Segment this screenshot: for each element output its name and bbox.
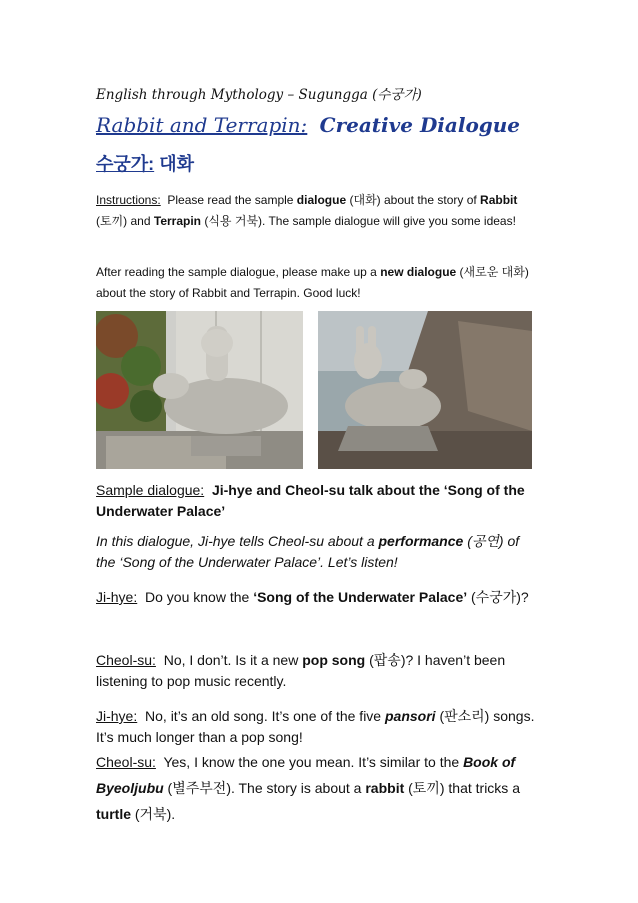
sample-dialogue-label: Sample dialogue: xyxy=(96,482,205,498)
instructions-label: Instructions: xyxy=(96,193,161,207)
speaker-label: Ji-hye: xyxy=(96,708,138,724)
speaker-label: Cheol-su: xyxy=(96,652,156,668)
speaker-label: Cheol-su: xyxy=(96,754,156,770)
photo-row xyxy=(96,311,532,469)
dialogue-line: Ji-hye: Do you know the ‘Song of the Underwater Palace’ (수궁가)? xyxy=(96,589,529,605)
sample-dialogue-title: Ji-hye and Cheol-su talk about the ‘Song of the Underwater Palace’ xyxy=(96,482,525,519)
speaker-label: Ji-hye: xyxy=(96,589,138,605)
after-reading-paragraph: After reading the sample dialogue, please make up a new dialogue (새로운 대화) about the story of Rabbit and Terrapin. Good luck! xyxy=(96,265,529,300)
rabbit-turtle-statue-photo-2 xyxy=(318,311,532,469)
document-header: English through Mythology – Sugungga (수궁가) xyxy=(96,87,422,103)
korean-heading-part1: 수궁가: xyxy=(96,154,155,174)
title-part1: Rabbit and Terrapin: xyxy=(96,113,308,137)
dialogue-line: Cheol-su: Yes, I know the one you mean. It’s similar to the Book of Byeoljubu (별주부전). The story is about a rabbit (토끼) that tricks a turtle (거북). xyxy=(96,754,520,822)
page-title xyxy=(96,113,520,137)
dialogue-line: Cheol-su: No, I don’t. Is it a new pop song (팝송)? I haven’t been listening to pop music recently. xyxy=(96,652,506,689)
dialogue-line: Ji-hye: No, it’s an old song. It’s one of the five pansori (판소리) songs. It’s much longer than a pop song! xyxy=(96,708,535,745)
korean-heading-part2: 대화 xyxy=(159,154,194,174)
title-part2: Creative Dialogue xyxy=(319,113,521,137)
korean-heading xyxy=(96,150,194,176)
dialogue-intro: In this dialogue, Ji-hye tells Cheol-su about a performance (공연) of the ‘Song of the Underwater Palace’. Let’s listen! xyxy=(96,533,520,570)
sample-dialogue-heading xyxy=(96,480,536,522)
rabbit-turtle-statue-photo-1 xyxy=(96,311,303,469)
instructions-paragraph: Instructions: Please read the sample dialogue (대화) about the story of Rabbit (토끼) and Terrapin (식용 거북). The sample dialogue will give you some ideas! xyxy=(96,193,518,228)
